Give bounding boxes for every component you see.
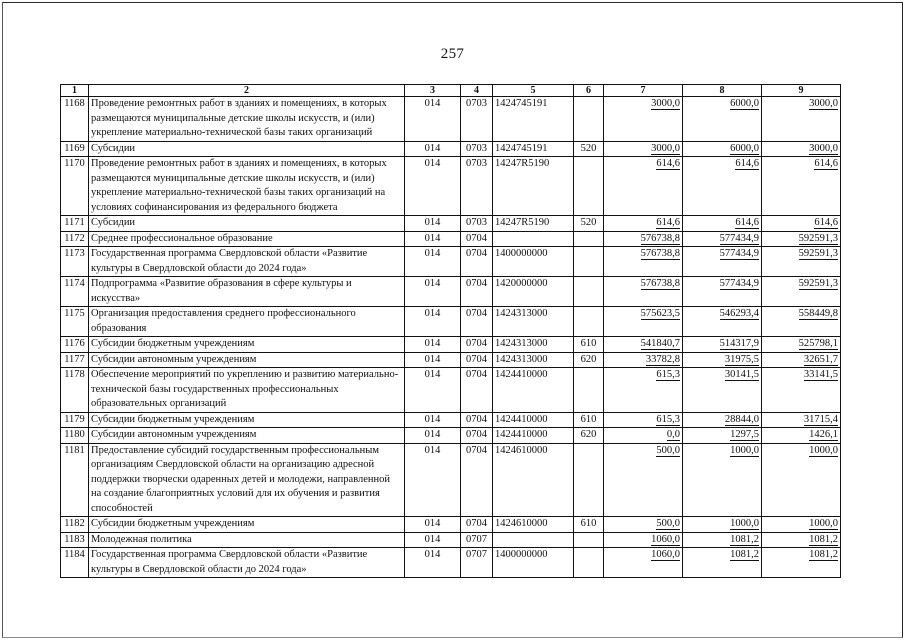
cell-expense-type: 620 xyxy=(574,352,604,368)
cell-ministry-code: 014 xyxy=(405,157,461,216)
table-row xyxy=(61,412,841,428)
cell-amount-col9 xyxy=(762,428,841,444)
cell-expense-type xyxy=(574,368,604,413)
cell-ministry-code: 014 xyxy=(405,307,461,337)
table-row xyxy=(61,337,841,353)
amount-value: 615,3 xyxy=(656,413,680,425)
row-description: Субсидии xyxy=(89,216,405,232)
cell-expense-type xyxy=(574,548,604,578)
amount-value: 546293,4 xyxy=(719,308,759,319)
cell-ministry-code: 014 xyxy=(405,428,461,444)
cell-expense-type: 610 xyxy=(574,517,604,533)
row-description: Субсидии бюджетным учреждениям xyxy=(89,517,405,533)
cell-section-code: 0704 xyxy=(461,352,493,368)
cell-target-code: 1424313000 xyxy=(493,337,574,353)
amount-value: 576738,8 xyxy=(640,248,680,259)
table-row xyxy=(61,277,841,307)
cell-amount-col9 xyxy=(762,532,841,548)
row-description: Молодежная политика xyxy=(89,532,405,548)
cell-section-code: 0704 xyxy=(461,337,493,353)
table-row xyxy=(61,307,841,337)
cell-amount-col9 xyxy=(762,337,841,353)
table-row xyxy=(61,141,841,157)
cell-amount-col7 xyxy=(604,368,683,413)
row-description: Государственная программа Свердловской области «Развитие культуры в Свердловской области до 2024 года» xyxy=(89,247,405,277)
cell-target-code: 1424410000 xyxy=(493,428,574,444)
cell-amount-col8 xyxy=(683,517,762,533)
row-description: Субсидии xyxy=(89,141,405,157)
amount-value: 592591,3 xyxy=(798,278,838,289)
cell-amount-col9 xyxy=(762,277,841,307)
cell-amount-col8 xyxy=(683,428,762,444)
amount-value: 614,6 xyxy=(656,217,680,228)
row-number: 1183 xyxy=(61,532,89,548)
row-description: Организация предоставления среднего профессионального образования xyxy=(89,307,405,337)
cell-expense-type: 610 xyxy=(574,337,604,353)
amount-value: 614,6 xyxy=(656,158,680,169)
table-row xyxy=(61,517,841,533)
amount-value: 500,0 xyxy=(656,444,680,456)
amount-value: 1060,0 xyxy=(651,549,680,560)
cell-expense-type: 620 xyxy=(574,428,604,444)
cell-amount-col9 xyxy=(762,157,841,216)
row-description: Проведение ремонтных работ в зданиях и помещениях, в которых размещаются муниципальные детские школы искусств, и (или) укрепление материально-технической базы таких организаций xyxy=(89,97,405,142)
cell-ministry-code: 014 xyxy=(405,231,461,247)
cell-amount-col8 xyxy=(683,337,762,353)
table-row xyxy=(61,532,841,548)
header-cell: 7 xyxy=(604,85,683,97)
row-description: Субсидии автономным учреждениям xyxy=(89,428,405,444)
cell-section-code: 0703 xyxy=(461,157,493,216)
cell-target-code: 1424745191 xyxy=(493,141,574,157)
cell-amount-col7 xyxy=(604,352,683,368)
cell-ministry-code: 014 xyxy=(405,368,461,413)
cell-target-code: 1400000000 xyxy=(493,247,574,277)
amount-value: 0,0 xyxy=(666,429,680,440)
cell-amount-col8 xyxy=(683,548,762,578)
cell-target-code: 14247R5190 xyxy=(493,216,574,232)
budget-table xyxy=(60,84,841,578)
table-row xyxy=(61,428,841,444)
cell-target-code xyxy=(493,231,574,247)
amount-value: 3000,0 xyxy=(809,142,838,154)
cell-amount-col8 xyxy=(683,352,762,368)
row-description: Обеспечение мероприятий по укреплению и развитию материально-технической базы государственных профессиональных образовательных организаций xyxy=(89,368,405,413)
cell-target-code: 1424745191 xyxy=(493,97,574,142)
table-row xyxy=(61,97,841,142)
amount-value: 614,6 xyxy=(735,217,759,228)
amount-value: 575623,5 xyxy=(640,308,680,319)
amount-value: 1000,0 xyxy=(730,444,759,456)
cell-amount-col8 xyxy=(683,307,762,337)
amount-value: 1081,2 xyxy=(730,549,759,560)
cell-amount-col8 xyxy=(683,532,762,548)
amount-value: 1081,2 xyxy=(809,533,838,545)
header-row xyxy=(61,85,841,97)
cell-amount-col7 xyxy=(604,157,683,216)
cell-ministry-code: 014 xyxy=(405,247,461,277)
cell-amount-col9 xyxy=(762,352,841,368)
cell-ministry-code: 014 xyxy=(405,337,461,353)
amount-value: 592591,3 xyxy=(798,232,838,244)
cell-amount-col7 xyxy=(604,216,683,232)
cell-amount-col7 xyxy=(604,97,683,142)
amount-value: 1081,2 xyxy=(809,549,838,560)
cell-amount-col8 xyxy=(683,277,762,307)
row-number: 1184 xyxy=(61,548,89,578)
cell-amount-col7 xyxy=(604,247,683,277)
table-row xyxy=(61,231,841,247)
row-number: 1179 xyxy=(61,412,89,428)
amount-value: 576738,8 xyxy=(640,232,680,244)
cell-section-code: 0703 xyxy=(461,216,493,232)
row-description: Субсидии бюджетным учреждениям xyxy=(89,337,405,353)
cell-amount-col7 xyxy=(604,532,683,548)
amount-value: 500,0 xyxy=(656,518,680,529)
cell-ministry-code: 014 xyxy=(405,548,461,578)
cell-amount-col9 xyxy=(762,412,841,428)
row-number: 1168 xyxy=(61,97,89,142)
amount-value: 614,6 xyxy=(814,158,838,169)
amount-value: 3000,0 xyxy=(651,142,680,154)
cell-target-code: 1424410000 xyxy=(493,368,574,413)
cell-expense-type: 520 xyxy=(574,141,604,157)
cell-section-code: 0704 xyxy=(461,231,493,247)
cell-amount-col8 xyxy=(683,443,762,517)
cell-section-code: 0704 xyxy=(461,428,493,444)
cell-amount-col9 xyxy=(762,97,841,142)
cell-expense-type xyxy=(574,307,604,337)
cell-ministry-code: 014 xyxy=(405,517,461,533)
amount-value: 1081,2 xyxy=(730,533,759,545)
cell-amount-col8 xyxy=(683,231,762,247)
cell-expense-type: 520 xyxy=(574,216,604,232)
cell-ministry-code: 014 xyxy=(405,532,461,548)
row-number: 1170 xyxy=(61,157,89,216)
table-row xyxy=(61,443,841,517)
header-cell: 3 xyxy=(405,85,461,97)
table-row xyxy=(61,216,841,232)
row-description: Проведение ремонтных работ в зданиях и помещениях, в которых размещаются муниципальные детские школы искусств, и (или) укрепление материально-технической базы таких организаций на условиях софинансирования из федерального бюджета xyxy=(89,157,405,216)
cell-amount-col9 xyxy=(762,231,841,247)
amount-value: 1000,0 xyxy=(809,444,838,456)
amount-value: 1000,0 xyxy=(809,518,838,529)
amount-value: 28844,0 xyxy=(724,413,759,425)
cell-amount-col7 xyxy=(604,337,683,353)
amount-value: 32651,7 xyxy=(803,353,838,365)
cell-amount-col7 xyxy=(604,231,683,247)
row-number: 1178 xyxy=(61,368,89,413)
cell-target-code: 1424313000 xyxy=(493,307,574,337)
row-number: 1174 xyxy=(61,277,89,307)
header-cell: 1 xyxy=(61,85,89,97)
row-description: Предоставление субсидий государственным профессиональным организациям Свердловской области на организацию адресной поддержки творчески одаренных детей и молодежи, направленной на создание благоприятных условий для их обучения и развития способностей xyxy=(89,443,405,517)
amount-value: 614,6 xyxy=(735,158,759,169)
row-number: 1176 xyxy=(61,337,89,353)
cell-target-code: 1424410000 xyxy=(493,412,574,428)
row-description: Субсидии бюджетным учреждениям xyxy=(89,412,405,428)
header-cell: 4 xyxy=(461,85,493,97)
header-cell: 2 xyxy=(89,85,405,97)
amount-value: 577434,9 xyxy=(719,278,759,289)
cell-amount-col9 xyxy=(762,247,841,277)
amount-value: 6000,0 xyxy=(730,142,759,154)
amount-value: 1060,0 xyxy=(651,533,680,545)
cell-amount-col7 xyxy=(604,517,683,533)
cell-section-code: 0704 xyxy=(461,412,493,428)
cell-section-code: 0704 xyxy=(461,277,493,307)
cell-section-code: 0703 xyxy=(461,97,493,142)
amount-value: 1000,0 xyxy=(730,518,759,529)
row-description: Подпрограмма «Развитие образования в сфере культуры и искусства» xyxy=(89,277,405,307)
cell-amount-col9 xyxy=(762,517,841,533)
cell-target-code: 1400000000 xyxy=(493,548,574,578)
amount-value: 614,6 xyxy=(814,217,838,228)
cell-amount-col9 xyxy=(762,443,841,517)
header-cell: 5 xyxy=(493,85,574,97)
cell-expense-type xyxy=(574,277,604,307)
row-description: Государственная программа Свердловской области «Развитие культуры в Свердловской области до 2024 года» xyxy=(89,548,405,578)
cell-amount-col7 xyxy=(604,443,683,517)
cell-section-code: 0704 xyxy=(461,368,493,413)
cell-expense-type xyxy=(574,231,604,247)
cell-ministry-code: 014 xyxy=(405,277,461,307)
cell-amount-col7 xyxy=(604,141,683,157)
row-description: Среднее профессиональное образование xyxy=(89,231,405,247)
amount-value: 514317,9 xyxy=(719,338,759,349)
cell-ministry-code: 014 xyxy=(405,412,461,428)
cell-amount-col8 xyxy=(683,141,762,157)
amount-value: 576738,8 xyxy=(640,278,680,289)
row-number: 1180 xyxy=(61,428,89,444)
cell-section-code: 0704 xyxy=(461,247,493,277)
cell-section-code: 0707 xyxy=(461,548,493,578)
row-number: 1182 xyxy=(61,517,89,533)
cell-amount-col9 xyxy=(762,216,841,232)
cell-amount-col7 xyxy=(604,428,683,444)
header-cell: 9 xyxy=(762,85,841,97)
amount-value: 30141,5 xyxy=(724,369,759,380)
cell-amount-col9 xyxy=(762,368,841,413)
cell-amount-col7 xyxy=(604,307,683,337)
cell-section-code: 0704 xyxy=(461,443,493,517)
header-cell: 8 xyxy=(683,85,762,97)
amount-value: 577434,9 xyxy=(719,248,759,259)
cell-expense-type xyxy=(574,532,604,548)
cell-amount-col8 xyxy=(683,97,762,142)
amount-value: 1297,5 xyxy=(730,429,759,440)
header-cell: 6 xyxy=(574,85,604,97)
cell-expense-type xyxy=(574,443,604,517)
cell-target-code: 1424313000 xyxy=(493,352,574,368)
row-number: 1173 xyxy=(61,247,89,277)
cell-target-code: 1424610000 xyxy=(493,443,574,517)
amount-value: 525798,1 xyxy=(798,338,838,349)
cell-amount-col9 xyxy=(762,548,841,578)
amount-value: 1426,1 xyxy=(809,429,838,440)
cell-section-code: 0704 xyxy=(461,307,493,337)
cell-ministry-code: 014 xyxy=(405,443,461,517)
cell-target-code: 14247R5190 xyxy=(493,157,574,216)
cell-section-code: 0704 xyxy=(461,517,493,533)
table-row xyxy=(61,247,841,277)
cell-amount-col7 xyxy=(604,548,683,578)
cell-amount-col8 xyxy=(683,368,762,413)
amount-value: 31715,4 xyxy=(803,413,838,425)
amount-value: 541840,7 xyxy=(640,338,680,349)
cell-target-code xyxy=(493,532,574,548)
cell-amount-col8 xyxy=(683,216,762,232)
cell-expense-type xyxy=(574,157,604,216)
amount-value: 33782,8 xyxy=(645,353,680,365)
cell-amount-col8 xyxy=(683,247,762,277)
cell-ministry-code: 014 xyxy=(405,97,461,142)
table-row xyxy=(61,352,841,368)
cell-section-code: 0703 xyxy=(461,141,493,157)
amount-value: 577434,9 xyxy=(719,232,759,244)
row-number: 1169 xyxy=(61,141,89,157)
row-number: 1171 xyxy=(61,216,89,232)
cell-ministry-code: 014 xyxy=(405,216,461,232)
cell-amount-col7 xyxy=(604,412,683,428)
amount-value: 6000,0 xyxy=(730,98,759,109)
cell-ministry-code: 014 xyxy=(405,352,461,368)
amount-value: 615,3 xyxy=(656,369,680,380)
cell-amount-col7 xyxy=(604,277,683,307)
cell-expense-type xyxy=(574,97,604,142)
amount-value: 558449,8 xyxy=(798,308,838,319)
cell-section-code: 0707 xyxy=(461,532,493,548)
table-row xyxy=(61,548,841,578)
table-row xyxy=(61,157,841,216)
cell-amount-col9 xyxy=(762,141,841,157)
row-number: 1172 xyxy=(61,231,89,247)
row-description: Субсидии автономным учреждениям xyxy=(89,352,405,368)
cell-expense-type xyxy=(574,247,604,277)
cell-target-code: 1420000000 xyxy=(493,277,574,307)
cell-ministry-code: 014 xyxy=(405,141,461,157)
cell-target-code: 1424610000 xyxy=(493,517,574,533)
amount-value: 3000,0 xyxy=(651,98,680,109)
amount-value: 31975,5 xyxy=(724,353,759,365)
amount-value: 3000,0 xyxy=(809,98,838,109)
cell-amount-col8 xyxy=(683,157,762,216)
row-number: 1175 xyxy=(61,307,89,337)
cell-expense-type: 610 xyxy=(574,412,604,428)
amount-value: 592591,3 xyxy=(798,248,838,259)
table-row xyxy=(61,368,841,413)
amount-value: 33141,5 xyxy=(803,369,838,380)
cell-amount-col9 xyxy=(762,307,841,337)
page-number: 257 xyxy=(440,46,465,62)
row-number: 1181 xyxy=(61,443,89,517)
cell-amount-col8 xyxy=(683,412,762,428)
row-number: 1177 xyxy=(61,352,89,368)
